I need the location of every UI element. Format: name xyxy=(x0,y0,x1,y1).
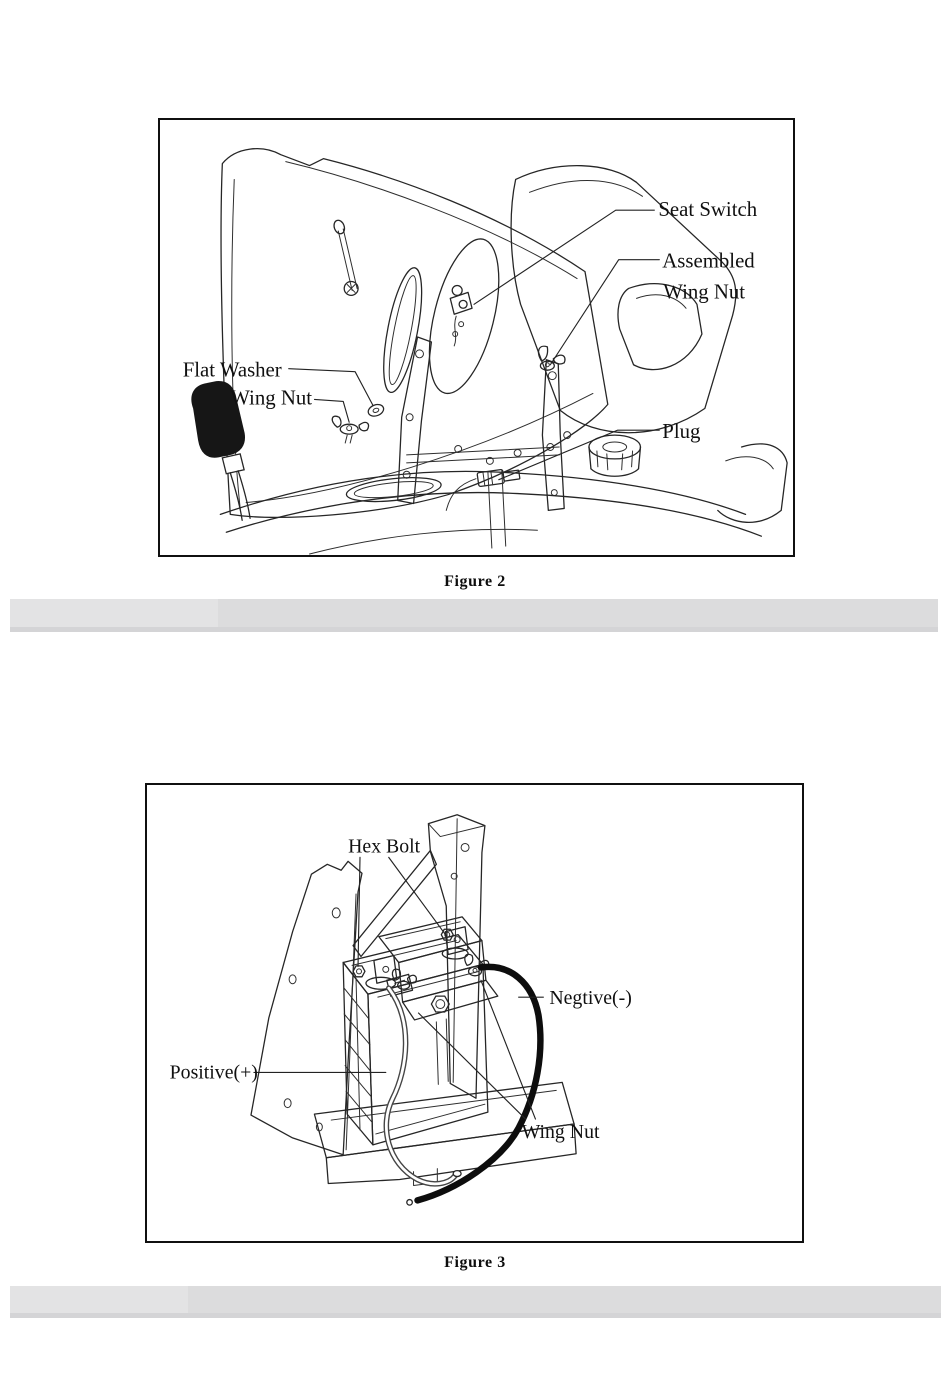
label-plug: Plug xyxy=(662,420,701,444)
battery-drawing xyxy=(343,935,488,1145)
negative-cable-tip xyxy=(407,1200,413,1206)
redacted-cell-left xyxy=(10,1286,188,1318)
label-wing-nut: Wing Nut xyxy=(521,1120,600,1143)
wing-nut-leader-line-2 xyxy=(481,980,536,1119)
hex-bolt-leader-line-1 xyxy=(358,857,360,966)
assembled-wing-nut-drawing xyxy=(539,346,565,370)
plug-wire xyxy=(446,479,476,511)
label-negative: Negtive(-) xyxy=(549,987,632,1010)
redacted-cell-left xyxy=(10,599,218,632)
figure2-frame xyxy=(158,118,795,557)
wing-nut-leader-line-1 xyxy=(418,1013,525,1119)
label-assembled: Assembled xyxy=(662,249,755,273)
redacted-text-block-2 xyxy=(10,1286,941,1318)
figure3-illustration xyxy=(147,785,802,1241)
hex-bolt-leader-line-2 xyxy=(389,857,446,935)
plug-drawing xyxy=(477,467,520,487)
seat-bracket-drawing xyxy=(398,337,564,510)
flat-washer-drawing xyxy=(367,402,386,418)
label-wing-nut: Wing Nut xyxy=(230,386,313,410)
figure3-caption: Figure 3 xyxy=(444,1254,506,1271)
positive-cable-tip xyxy=(453,1171,461,1177)
label-flat-washer: Flat Washer xyxy=(182,358,282,382)
redacted-cell-right xyxy=(188,1286,941,1318)
assembled-wing-nut-leader-line xyxy=(550,260,659,365)
positive-terminal-drawing xyxy=(366,956,416,990)
label-assembled-wing-nut: Wing Nut xyxy=(663,280,746,304)
redacted-cell-right xyxy=(218,599,938,632)
figure2-illustration xyxy=(160,120,793,555)
label-positive: Positive(+) xyxy=(169,1061,258,1084)
label-seat-switch: Seat Switch xyxy=(658,198,758,222)
figure3-frame xyxy=(145,783,804,1243)
redacted-text-block-1 xyxy=(10,599,938,632)
figure2-caption: Figure 2 xyxy=(444,573,506,590)
wing-nut-drawing xyxy=(332,416,368,443)
label-hex-bolt: Hex Bolt xyxy=(348,835,421,858)
seat-switch-drawing xyxy=(344,282,472,346)
